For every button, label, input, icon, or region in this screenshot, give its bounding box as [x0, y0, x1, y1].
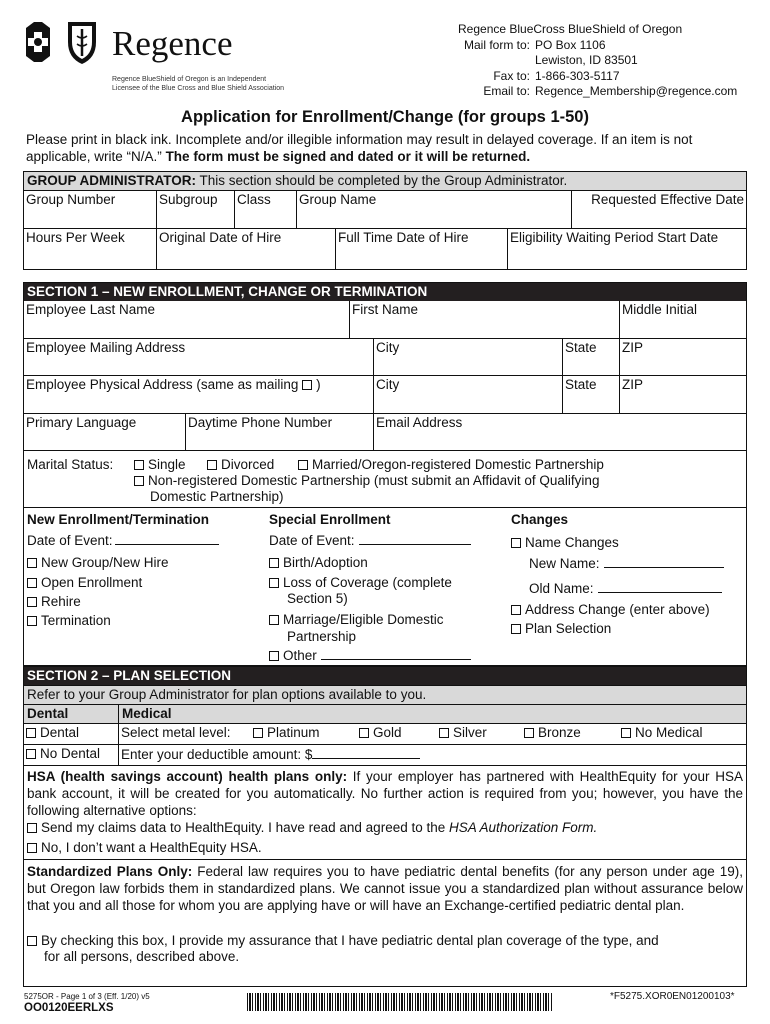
last-name-field[interactable] [24, 301, 350, 339]
section-2 [23, 666, 747, 987]
divorced-label: Divorced [221, 457, 275, 472]
date-of-event-line[interactable] [115, 532, 219, 545]
org-name: Regence BlueCross BlueShield of Oregon [458, 22, 683, 36]
hsa-text: If your employer has partnered with HealthEquity for your HSA bank account, it will be created for you automatically. No further action is required from you; however, you have the following alternative options: [27, 769, 743, 818]
dental-checkbox[interactable] [26, 728, 36, 738]
deductible-field[interactable] [119, 745, 746, 766]
hsa-option-1-label: Send my claims data to HealthEquity. I have read and agreed to the [41, 820, 449, 835]
form-code: OO0120EERLXS [24, 1002, 114, 1014]
marital-nonregistered-option[interactable] [134, 472, 599, 489]
address-change-checkbox[interactable] [511, 605, 521, 615]
bronze-option[interactable] [524, 725, 581, 741]
non-registered-checkbox[interactable] [134, 476, 144, 486]
physical-state-field[interactable] [563, 376, 620, 414]
old-name-field[interactable] [529, 580, 722, 597]
form-title: Application for Enrollment/Change (for groups 1-50) [181, 108, 589, 126]
old-name-label: Old Name: [529, 581, 594, 596]
hours-label: Hours Per Week [26, 230, 125, 245]
hsa-bold: HSA (health savings account) health plans only: [27, 769, 348, 784]
rehire-checkbox[interactable] [27, 597, 37, 607]
barcode-text: *F5275.XOR0EN01200103* [610, 991, 735, 1002]
silver-checkbox[interactable] [439, 728, 449, 738]
class-field[interactable] [235, 191, 297, 229]
hsa-send-data-checkbox[interactable] [27, 823, 37, 833]
original-hire-label: Original Date of Hire [159, 230, 282, 245]
first-name-field[interactable] [350, 301, 620, 339]
mailing-city-label: City [376, 340, 400, 355]
marital-divorced-option[interactable] [207, 456, 274, 473]
email-link[interactable]: Regence_Membership@regence.com [535, 84, 738, 98]
group-admin-header [24, 172, 746, 191]
marriage-checkbox[interactable] [269, 615, 279, 625]
daytime-phone-field[interactable] [186, 414, 374, 451]
metal-level-label: Select metal level: [121, 725, 231, 740]
hsa-option-2-label: No, I don’t want a HealthEquity HSA. [41, 840, 262, 855]
new-group-checkbox[interactable] [27, 558, 37, 568]
intro-text [26, 131, 748, 165]
daytime-phone-label: Daytime Phone Number [188, 415, 333, 430]
address-change-option[interactable] [511, 601, 710, 618]
termination-option[interactable] [27, 612, 111, 629]
physical-address-field[interactable] [24, 376, 374, 414]
intro-bold: The form must be signed and dated or it will be returned. [165, 149, 531, 164]
new-enroll-date-field[interactable] [27, 532, 219, 549]
name-changes-option[interactable] [511, 534, 619, 551]
fax-number: 1-866-303-5117 [535, 68, 620, 83]
group-admin-header-text: This section should be completed by the Group Administrator. [196, 173, 568, 188]
plan-selection-label: Plan Selection [525, 621, 612, 636]
special-date-field[interactable] [269, 532, 471, 549]
full-time-hire-label: Full Time Date of Hire [338, 230, 469, 245]
pediatric-dental-option[interactable] [27, 932, 659, 949]
old-name-line[interactable] [598, 580, 722, 593]
physical-zip-label: ZIP [622, 377, 644, 392]
physical-city-field[interactable] [374, 376, 563, 414]
special-date-label: Date of Event: [269, 533, 355, 548]
no-dental-option[interactable] [24, 745, 119, 766]
physical-city-label: City [376, 377, 400, 392]
termination-label: Termination [41, 613, 111, 628]
marriage-option[interactable] [269, 611, 444, 628]
new-group-option[interactable] [27, 554, 169, 571]
rehire-option[interactable] [27, 593, 81, 610]
requested-date-label: Requested Effective Date [591, 192, 744, 207]
hsa-decline-checkbox[interactable] [27, 843, 37, 853]
termination-checkbox[interactable] [27, 616, 37, 626]
date-of-event-label: Date of Event: [27, 533, 113, 548]
no-medical-option[interactable] [621, 725, 703, 741]
barcode [247, 993, 553, 1011]
open-enrollment-label: Open Enrollment [41, 575, 143, 590]
group-number-label: Group Number [26, 192, 116, 207]
physical-state-label: State [565, 377, 597, 392]
group-admin-header-bold: GROUP ADMINISTRATOR: [27, 173, 197, 188]
dental-label: Dental [40, 725, 80, 740]
last-name-label: Employee Last Name [26, 302, 156, 317]
middle-initial-label: Middle Initial [622, 302, 698, 317]
gold-option[interactable] [359, 725, 402, 741]
section-2-header: SECTION 2 – PLAN SELECTION [24, 667, 746, 685]
blue-cross-icon [26, 22, 50, 62]
open-enrollment-checkbox[interactable] [27, 578, 37, 588]
marriage-label-cont: Partnership [287, 629, 357, 644]
pediatric-dental-checkbox[interactable] [27, 936, 37, 946]
plan-refer-note: Refer to your Group Administrator for plan options available to you. [24, 685, 746, 705]
bronze-label: Bronze [538, 725, 581, 740]
physical-address-label-end: ) [316, 377, 321, 392]
marriage-label: Marriage/Eligible Domestic [283, 612, 444, 627]
gold-label: Gold [373, 725, 402, 740]
intro-plain: Please print in black ink. Incomplete and/or illegible information may result in delayed coverage. If an item is not applicable, write “N/A.” [26, 132, 693, 164]
hours-field[interactable] [24, 229, 157, 269]
same-as-mailing-checkbox[interactable] [302, 380, 312, 390]
mailing-address-field[interactable] [24, 339, 374, 376]
changes-title: Changes [511, 512, 569, 527]
standardized-paragraph [27, 863, 743, 914]
primary-language-field[interactable] [24, 414, 186, 451]
non-registered-label-cont: Domestic Partnership) [150, 489, 284, 504]
original-hire-field[interactable] [157, 229, 336, 269]
divider [24, 859, 746, 860]
fax-label: Fax to: [493, 68, 530, 83]
mailing-state-field[interactable] [563, 339, 620, 376]
standardized-text: Federal law requires you to have pediatric dental benefits (for any person under age 19), but Oregon law forbids them in standardized plans. We cannot issue you a standardized plan without assurance below that you and all those for whom you are applying have or will have an Exchange-certified pediatric dental plan. [27, 864, 743, 913]
hsa-option-1[interactable] [27, 819, 597, 836]
rehire-label: Rehire [41, 594, 81, 609]
new-name-label: New Name: [529, 556, 600, 571]
single-label: Single [148, 457, 186, 472]
special-enrollment-title: Special Enrollment [269, 512, 391, 527]
full-time-hire-field[interactable] [336, 229, 508, 269]
deductible-label: Enter your deductible amount: $ [121, 747, 313, 762]
platinum-label: Platinum [267, 725, 320, 740]
marital-single-option[interactable] [134, 456, 186, 473]
blue-shield-icon [68, 22, 96, 64]
mailing-info [458, 22, 737, 100]
plan-selection-option[interactable] [511, 620, 611, 637]
other-option[interactable] [269, 647, 471, 664]
bronze-checkbox[interactable] [524, 728, 534, 738]
mail-line-1: PO Box 1106 [535, 37, 606, 52]
single-checkbox[interactable] [134, 460, 144, 470]
name-changes-checkbox[interactable] [511, 538, 521, 548]
dental-option[interactable] [24, 724, 119, 745]
other-checkbox[interactable] [269, 651, 279, 661]
loss-label: Loss of Coverage (complete [283, 575, 452, 590]
divorced-checkbox[interactable] [207, 460, 217, 470]
no-medical-label: No Medical [635, 725, 703, 740]
gold-checkbox[interactable] [359, 728, 369, 738]
primary-language-label: Primary Language [26, 415, 137, 430]
loss-label-cont: Section 5) [287, 591, 348, 606]
new-enrollment-title: New Enrollment/Termination [27, 512, 210, 527]
marital-status-label: Marital Status: [27, 457, 114, 472]
section-1 [23, 282, 747, 666]
loss-checkbox[interactable] [269, 578, 279, 588]
pediatric-dental-label-cont: for all persons, described above. [44, 949, 240, 964]
no-dental-label: No Dental [40, 746, 101, 761]
loss-option[interactable] [269, 574, 452, 591]
mailing-state-label: State [565, 340, 597, 355]
class-label: Class [237, 192, 271, 207]
middle-initial-field[interactable] [620, 301, 746, 339]
brand-name: Regence [112, 24, 233, 63]
marital-married-option[interactable] [298, 456, 604, 473]
platinum-checkbox[interactable] [253, 728, 263, 738]
mail-line-2: Lewiston, ID 83501 [535, 53, 638, 67]
other-line[interactable] [321, 647, 471, 660]
subgroup-label: Subgroup [159, 192, 218, 207]
hsa-paragraph [27, 768, 743, 819]
section-1-header: SECTION 1 – NEW ENROLLMENT, CHANGE OR TERMINATION [24, 283, 746, 301]
special-date-line[interactable] [359, 532, 471, 545]
new-group-label: New Group/New Hire [41, 555, 169, 570]
birth-checkbox[interactable] [269, 558, 279, 568]
standardized-bold: Standardized Plans Only: [27, 864, 193, 879]
hsa-option-2[interactable] [27, 839, 262, 856]
medical-column-header: Medical [119, 705, 746, 724]
birth-label: Birth/Adoption [283, 555, 368, 570]
silver-label: Silver [453, 725, 487, 740]
mailing-zip-field[interactable] [620, 339, 746, 376]
group-number-field[interactable] [24, 191, 157, 229]
email-label: Email to: [483, 84, 530, 98]
regence-logo-mark [22, 18, 106, 66]
email-address-label: Email Address [376, 415, 463, 430]
new-name-field[interactable] [529, 555, 724, 572]
eligibility-label: Eligibility Waiting Period Start Date [510, 230, 719, 245]
married-checkbox[interactable] [298, 460, 308, 470]
new-name-line[interactable] [604, 555, 724, 568]
metal-level-row [119, 724, 746, 745]
deductible-line[interactable] [312, 746, 420, 759]
no-medical-checkbox[interactable] [621, 728, 631, 738]
requested-date-field[interactable] [572, 191, 746, 229]
birth-option[interactable] [269, 554, 368, 571]
mail-label: Mail form to: [463, 37, 530, 52]
address-change-label: Address Change (enter above) [525, 602, 710, 617]
tagline-line-2: Licensee of the Blue Cross and Blue Shield Association [112, 85, 284, 92]
physical-zip-field[interactable] [620, 376, 746, 414]
first-name-label: First Name [352, 302, 419, 317]
open-enrollment-option[interactable] [27, 574, 142, 591]
mailing-address-label: Employee Mailing Address [26, 340, 186, 355]
other-label: Other [283, 648, 317, 663]
subgroup-field[interactable] [157, 191, 235, 229]
group-name-label: Group Name [299, 192, 377, 207]
physical-address-label: Employee Physical Address (same as mailing [26, 377, 299, 392]
dental-column-header: Dental [24, 705, 119, 724]
form-id: 5275OR - Page 1 of 3 (Eff. 1/20) v5 [24, 992, 150, 1001]
brand-tagline [112, 75, 332, 93]
silver-option[interactable] [439, 725, 487, 741]
tagline-line-1: Regence BlueShield of Oregon is an Independent [112, 76, 267, 83]
married-label: Married/Oregon-registered Domestic Partnership [312, 457, 604, 472]
group-admin-section [23, 171, 747, 270]
plan-selection-checkbox[interactable] [511, 624, 521, 634]
platinum-option[interactable] [253, 725, 320, 741]
email-address-field[interactable] [374, 414, 746, 451]
pediatric-dental-label: By checking this box, I provide my assurance that I have pediatric dental plan coverage of the type, and [41, 933, 659, 948]
mailing-zip-label: ZIP [622, 340, 644, 355]
hsa-authorization-form-ref: HSA Authorization Form. [449, 820, 598, 835]
group-name-field[interactable] [297, 191, 572, 229]
divider [24, 507, 746, 508]
no-dental-checkbox[interactable] [26, 749, 36, 759]
eligibility-field[interactable] [508, 229, 746, 269]
mailing-city-field[interactable] [374, 339, 563, 376]
non-registered-label: Non-registered Domestic Partnership (must submit an Affidavit of Qualifying [148, 473, 600, 488]
name-changes-label: Name Changes [525, 535, 619, 550]
